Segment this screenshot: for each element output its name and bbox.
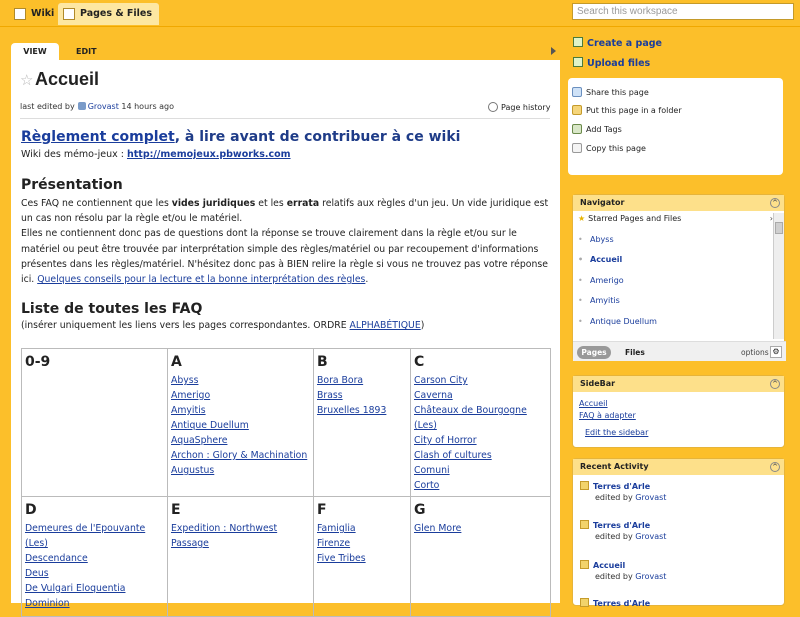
faq-game-link[interactable]: Caverna bbox=[414, 390, 453, 401]
nav-item-amyitis[interactable] bbox=[578, 291, 620, 311]
faq-game-link[interactable]: Amerigo bbox=[171, 390, 211, 401]
faq-letter: G bbox=[414, 502, 426, 518]
edit-icon bbox=[580, 481, 589, 490]
tab-view[interactable]: VIEW bbox=[11, 43, 59, 60]
activity-title[interactable]: Terres d'Arle bbox=[593, 482, 651, 491]
faq-cell bbox=[168, 497, 314, 617]
faq-game-link[interactable]: Expedition : Northwest Passage bbox=[171, 523, 278, 549]
faq-game-link[interactable]: AquaSphere bbox=[171, 435, 228, 446]
wiki-memo-link[interactable]: http://memojeux.pbworks.com bbox=[126, 149, 291, 160]
liste-sub-end: ) bbox=[420, 320, 425, 331]
activity-by bbox=[595, 572, 666, 581]
scrollbar-thumb[interactable] bbox=[775, 222, 783, 234]
star-icon: ★ bbox=[578, 214, 586, 223]
bullet-icon: • bbox=[578, 255, 584, 264]
faq-game-link[interactable]: Comuni bbox=[414, 465, 450, 476]
faq-game-link[interactable]: Demeures de l'Epouvante (Les) bbox=[25, 523, 146, 549]
create-page-button[interactable] bbox=[573, 37, 662, 49]
options-link[interactable]: options bbox=[741, 348, 769, 357]
nav-item-label: Antique Duellum bbox=[590, 317, 657, 326]
collapse-icon[interactable]: ^ bbox=[770, 379, 780, 389]
faq-letter: A bbox=[171, 354, 182, 370]
folder-icon bbox=[572, 105, 582, 115]
folder-page-link[interactable] bbox=[572, 105, 682, 115]
wiki-tab[interactable] bbox=[9, 3, 61, 25]
last-edited-user[interactable]: Grovast bbox=[87, 102, 119, 111]
activity-title[interactable]: Terres d'Arle bbox=[593, 599, 651, 608]
bullet-icon: • bbox=[578, 317, 583, 326]
faq-game-link[interactable]: Abyss bbox=[171, 375, 199, 386]
nav-item-label: Accueil bbox=[590, 255, 623, 264]
faq-game-link[interactable]: Archon : Glory & Machination bbox=[171, 450, 308, 461]
presentation-heading: Présentation bbox=[21, 177, 123, 193]
navigator-scrollbar[interactable] bbox=[773, 213, 784, 339]
pages-files-tab[interactable] bbox=[58, 3, 159, 25]
upload-files-icon bbox=[573, 57, 583, 67]
wiki-tab-label: Wiki bbox=[31, 8, 55, 19]
faq-game-link[interactable]: Augustus bbox=[171, 465, 215, 476]
faq-row bbox=[22, 497, 551, 617]
faq-letter: C bbox=[414, 354, 425, 370]
faq-cell bbox=[168, 349, 314, 497]
faq-letter: D bbox=[25, 502, 37, 518]
pres-text-1: Ces FAQ ne contiennent que les bbox=[21, 198, 169, 209]
recent-activity-title: Recent Activity bbox=[580, 462, 649, 471]
pages-files-tab-label: Pages & Files bbox=[80, 8, 153, 19]
main-content bbox=[11, 41, 560, 609]
activity-item[interactable] bbox=[580, 481, 667, 502]
bullet-icon: • bbox=[578, 235, 583, 244]
edited-by-prefix: edited by bbox=[595, 493, 633, 502]
recent-activity-header bbox=[573, 459, 784, 475]
nav-item-label: Amyitis bbox=[590, 296, 620, 305]
folder-page-label: Put this page in a folder bbox=[586, 106, 682, 115]
sidebar-panel bbox=[572, 375, 785, 448]
pages-toggle-button[interactable]: Pages bbox=[577, 346, 611, 359]
pres-text-3: relatifs aux règles d'un jeu. Un vide juridique est un cas non résolu par la règle et/ou le matériel. bbox=[21, 198, 549, 225]
edit-sidebar-link[interactable]: Edit the sidebar bbox=[585, 428, 649, 437]
faq-cell bbox=[22, 497, 168, 617]
faq-game-link[interactable]: City of Horror bbox=[414, 435, 477, 446]
alphabetique-link[interactable]: ALPHABÉTIQUE bbox=[349, 320, 421, 331]
wiki-memo-line bbox=[21, 149, 291, 160]
faq-game-link[interactable]: Firenze bbox=[317, 538, 351, 549]
activity-by bbox=[595, 493, 666, 502]
faq-row bbox=[22, 349, 551, 497]
reglement-rest: , à lire avant de contribuer à ce wiki bbox=[174, 129, 461, 145]
tag-icon bbox=[572, 124, 582, 134]
faq-game-link[interactable]: Glen More bbox=[414, 523, 462, 534]
activity-title[interactable]: Accueil bbox=[593, 561, 626, 570]
navigator-title: Navigator bbox=[580, 198, 625, 207]
faq-letter: E bbox=[171, 502, 181, 518]
navigator-panel bbox=[572, 194, 785, 361]
reglement-heading bbox=[21, 129, 460, 145]
tab-edit[interactable]: EDIT bbox=[76, 47, 97, 56]
wiki-memo-prefix: Wiki des mémo-jeux : bbox=[21, 149, 124, 160]
page-history-link[interactable] bbox=[488, 102, 550, 112]
create-page-icon bbox=[573, 37, 583, 47]
pres-text-5: . bbox=[365, 274, 369, 286]
faq-letter: 0-9 bbox=[25, 354, 51, 370]
faq-game-link[interactable]: Brass bbox=[317, 390, 343, 401]
faq-game-link[interactable]: Famiglia bbox=[317, 523, 356, 534]
faq-letter: B bbox=[317, 354, 328, 370]
create-page-label: Create a page bbox=[587, 38, 662, 49]
liste-heading: Liste de toutes les FAQ bbox=[21, 301, 203, 317]
faq-letter: F bbox=[317, 502, 327, 518]
faq-game-link[interactable]: Bruxelles 1893 bbox=[317, 405, 387, 416]
nav-item-abyss[interactable] bbox=[578, 230, 614, 250]
faq-cell bbox=[411, 349, 551, 497]
edit-icon bbox=[580, 520, 589, 529]
starred-pages-item[interactable] bbox=[578, 209, 773, 229]
wiki-icon bbox=[14, 8, 26, 20]
faq-game-link[interactable]: Five Tribes bbox=[317, 553, 366, 564]
edit-icon bbox=[580, 598, 589, 607]
activity-item[interactable] bbox=[580, 560, 667, 581]
faq-cell bbox=[314, 349, 411, 497]
sidebar-title: SideBar bbox=[580, 379, 616, 388]
bullet-icon: • bbox=[578, 276, 583, 285]
view-edit-tabs bbox=[11, 41, 560, 60]
faq-game-link[interactable]: Carson City bbox=[414, 375, 468, 386]
faq-game-link[interactable]: De Vulgari Eloquentia bbox=[25, 583, 126, 594]
activity-item[interactable] bbox=[580, 520, 667, 541]
last-edited-prefix: last edited by bbox=[20, 102, 75, 111]
top-bar bbox=[0, 0, 800, 27]
navigator-footer bbox=[573, 341, 786, 361]
search-input[interactable]: Search this workspace bbox=[572, 3, 794, 20]
user-icon bbox=[78, 102, 86, 110]
bullet-icon: • bbox=[578, 296, 583, 305]
add-tags-label: Add Tags bbox=[586, 125, 622, 134]
nav-item-accueil[interactable] bbox=[578, 250, 622, 270]
copy-icon bbox=[572, 143, 582, 153]
sidebar-link-accueil[interactable]: Accueil bbox=[579, 399, 608, 408]
faq-cell bbox=[314, 497, 411, 617]
faq-game-link[interactable]: Deus bbox=[25, 568, 49, 579]
nav-item-antique-duellum[interactable] bbox=[578, 312, 657, 332]
sidebar-link-faq[interactable]: FAQ à adapter bbox=[579, 411, 636, 420]
last-edited-time: 14 hours ago bbox=[121, 102, 175, 111]
copy-page-link[interactable] bbox=[572, 143, 646, 153]
nav-item-label: Abyss bbox=[590, 235, 614, 244]
copy-page-label: Copy this page bbox=[586, 144, 646, 153]
add-tags-link[interactable] bbox=[572, 124, 622, 134]
faq-game-link[interactable]: Amyitis bbox=[171, 405, 206, 416]
edited-by-prefix: edited by bbox=[595, 572, 633, 581]
faq-game-link[interactable]: Descendance bbox=[25, 553, 88, 564]
reglement-link[interactable]: Règlement complet bbox=[21, 129, 175, 145]
liste-subtitle bbox=[21, 320, 424, 331]
faq-table bbox=[21, 348, 551, 617]
star-icon[interactable]: ☆ bbox=[20, 71, 34, 89]
faq-game-link[interactable]: Bora Bora bbox=[317, 375, 364, 386]
pres-text-4: Elles ne contiennent donc pas de questions dont la réponse se trouve clairement dans la règle et/ou sur le matériel ou peut être trouvée par interprétation simple des règles/matériel ou par recoupement d'informations présentes dans les règles/matériel. N'hésitez donc pas à BIEN relire la règle si vous ne trouvez pas votre réponse ici. bbox=[21, 228, 548, 286]
expand-arrow-icon[interactable] bbox=[551, 47, 556, 55]
pages-files-icon bbox=[63, 8, 75, 20]
faq-game-link[interactable]: Antique Duellum bbox=[171, 420, 249, 431]
share-page-label: Share this page bbox=[586, 88, 649, 97]
faq-game-link[interactable]: Corto bbox=[414, 480, 440, 491]
gear-icon[interactable]: ⚙ bbox=[770, 346, 782, 358]
activity-title[interactable]: Terres d'Arle bbox=[593, 521, 651, 530]
page-title: Accueil bbox=[35, 69, 100, 89]
edited-by-prefix: edited by bbox=[595, 532, 633, 541]
faq-cell bbox=[411, 497, 551, 617]
liste-sub-text: (insérer uniquement les liens vers les pages correspondantes. ORDRE bbox=[21, 320, 347, 331]
nav-item-amerigo[interactable] bbox=[578, 271, 624, 291]
nav-item-label: Amerigo bbox=[590, 276, 624, 285]
activity-item[interactable] bbox=[580, 598, 650, 608]
conseils-link[interactable]: Quelques conseils pour la lecture et la bonne interprétation des règles bbox=[37, 274, 366, 286]
pres-text-2: et les bbox=[258, 198, 284, 209]
page-actions-box bbox=[568, 78, 783, 175]
share-page-link[interactable] bbox=[572, 87, 649, 97]
collapse-icon[interactable]: ^ bbox=[770, 198, 780, 208]
recent-activity-panel bbox=[572, 458, 785, 606]
collapse-icon[interactable]: ^ bbox=[770, 462, 780, 472]
upload-files-label: Upload files bbox=[587, 58, 651, 69]
edit-icon bbox=[580, 560, 589, 569]
faq-game-link[interactable]: Châteaux de Bourgogne (Les) bbox=[414, 405, 527, 431]
activity-by bbox=[595, 532, 666, 541]
upload-files-button[interactable] bbox=[573, 57, 650, 69]
activity-user[interactable]: Grovast bbox=[635, 572, 667, 581]
page-history-label: Page history bbox=[501, 103, 551, 112]
faq-game-link[interactable]: Clash of cultures bbox=[414, 450, 492, 461]
clock-icon bbox=[488, 102, 498, 112]
last-edited bbox=[20, 102, 174, 111]
divider bbox=[20, 118, 550, 119]
pres-bold-errata: errata bbox=[286, 198, 320, 209]
activity-user[interactable]: Grovast bbox=[635, 493, 667, 502]
chevron-right-icon: › bbox=[769, 214, 773, 223]
presentation-text bbox=[21, 196, 551, 287]
share-icon bbox=[572, 87, 582, 97]
files-toggle-button[interactable]: Files bbox=[625, 348, 645, 357]
activity-user[interactable]: Grovast bbox=[635, 532, 667, 541]
pres-bold-vides: vides juridiques bbox=[171, 198, 256, 209]
sidebar-header bbox=[573, 376, 784, 392]
faq-game-link[interactable]: Dominion bbox=[25, 598, 70, 609]
faq-cell bbox=[22, 349, 168, 497]
starred-label: Starred Pages and Files bbox=[588, 214, 682, 223]
